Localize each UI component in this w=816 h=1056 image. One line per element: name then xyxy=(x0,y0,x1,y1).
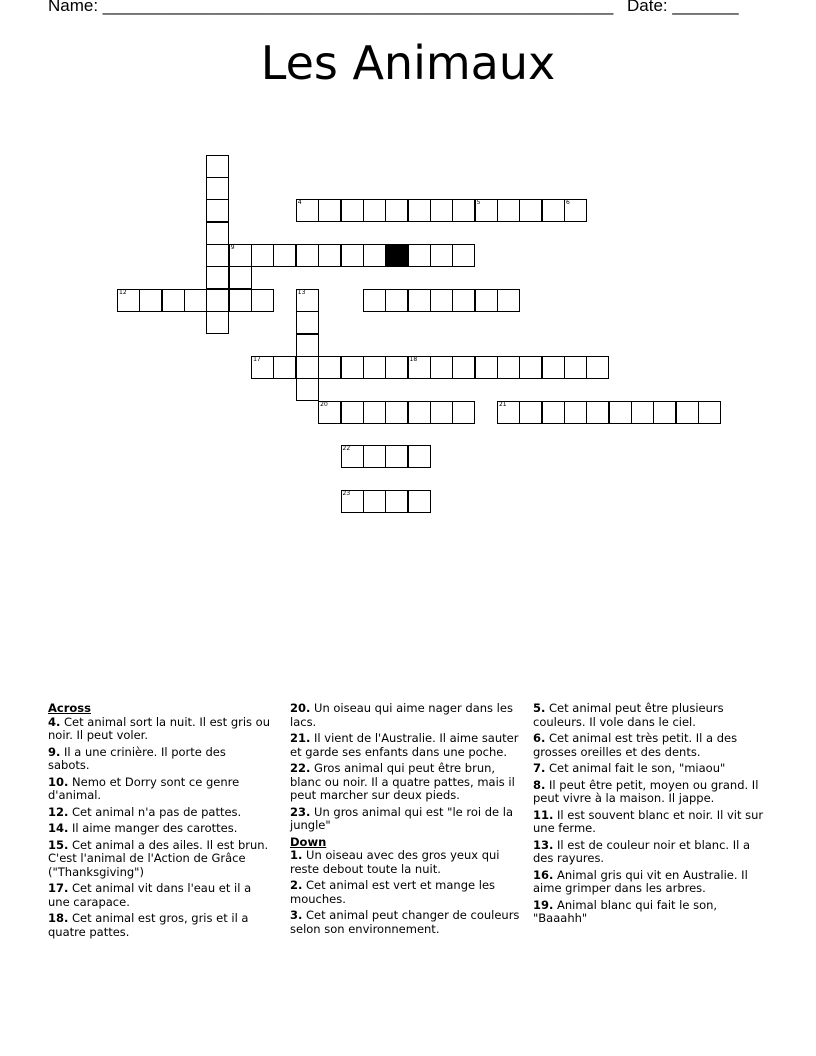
clue-across-9: 9. Il a une crinière. Il porte des sabots. xyxy=(48,744,226,772)
crossword-cell[interactable] xyxy=(363,289,386,312)
crossword-cell[interactable] xyxy=(206,155,229,178)
crossword-cell[interactable] xyxy=(385,199,408,222)
crossword-cell[interactable] xyxy=(385,445,408,468)
crossword-cell[interactable] xyxy=(430,199,453,222)
crossword-cell[interactable] xyxy=(251,289,274,312)
crossword-cell[interactable] xyxy=(206,289,229,312)
clue-down-13: 13. Il est de couleur noir et blanc. Il a des rayures. xyxy=(533,837,751,865)
clue-number-21: 21 xyxy=(498,400,507,408)
clue-down-7: 7. Cet animal fait le son, "miaou" xyxy=(533,761,726,775)
crossword-cell[interactable] xyxy=(475,199,498,222)
crossword-cell[interactable] xyxy=(408,289,431,312)
crossword-cell[interactable] xyxy=(430,356,453,379)
crossword-cell[interactable] xyxy=(452,199,475,222)
clues-column-3 xyxy=(533,702,765,929)
crossword-cell[interactable] xyxy=(296,378,319,401)
crossword-cell[interactable] xyxy=(452,356,475,379)
crossword-cell[interactable] xyxy=(408,401,431,424)
crossword-cell[interactable] xyxy=(475,289,498,312)
clue-across-18: 18. Cet animal est gros, gris et il a quatre pattes. xyxy=(48,911,249,939)
crossword-cell[interactable] xyxy=(631,401,654,424)
clue-down-3: 3. Cet animal peut changer de couleurs selon son environnement. xyxy=(290,908,520,936)
crossword-cell[interactable] xyxy=(385,490,408,513)
crossword-cell[interactable] xyxy=(408,356,431,379)
crossword-cell[interactable] xyxy=(408,244,431,267)
crossword-cell[interactable] xyxy=(273,356,296,379)
crossword-cell[interactable] xyxy=(586,356,609,379)
crossword-cell[interactable] xyxy=(341,490,364,513)
crossword-cell[interactable] xyxy=(184,289,207,312)
clue-across-12: 12. Cet animal n'a pas de pattes. xyxy=(48,804,242,819)
down-heading: Down xyxy=(290,834,327,849)
clue-across-17: 17. Cet animal vit dans l'eau et il a une carapace. xyxy=(48,881,252,909)
crossword-cell[interactable] xyxy=(296,311,319,334)
crossword-cell[interactable] xyxy=(117,289,140,312)
crossword-cell[interactable] xyxy=(206,244,229,267)
crossword-cell[interactable] xyxy=(206,177,229,200)
clue-number-22: 22 xyxy=(342,445,351,453)
crossword-cell[interactable] xyxy=(497,401,520,424)
page-title: Les Animaux xyxy=(260,36,556,90)
crossword-cell[interactable] xyxy=(519,356,542,379)
crossword-cell[interactable] xyxy=(341,401,364,424)
clue-number-9: 9 xyxy=(230,244,235,252)
clue-number-5: 5 xyxy=(476,199,481,207)
crossword-cell[interactable] xyxy=(385,289,408,312)
crossword-cell[interactable] xyxy=(497,356,520,379)
crossword-cell[interactable] xyxy=(139,289,162,312)
crossword-cell[interactable] xyxy=(519,401,542,424)
crossword-cell[interactable] xyxy=(452,289,475,312)
crossword-cell[interactable] xyxy=(363,199,386,222)
crossword-cell[interactable] xyxy=(296,289,319,312)
crossword-cell[interactable] xyxy=(430,244,453,267)
crossword-cell[interactable] xyxy=(206,222,229,245)
crossword-cell[interactable] xyxy=(296,244,319,267)
crossword-cell[interactable] xyxy=(497,199,520,222)
clue-down-8: 8. Il peut être petit, moyen ou grand. Il peut vivre à la maison. Il jappe. xyxy=(533,777,759,805)
clue-number-12: 12 xyxy=(119,288,127,296)
clue-number-13: 13 xyxy=(297,288,306,296)
crossword-cell[interactable] xyxy=(296,334,319,357)
crossword-cell[interactable] xyxy=(653,401,676,424)
crossword-cell[interactable] xyxy=(676,401,699,424)
crossword-cell[interactable] xyxy=(385,401,408,424)
clue-number-4: 4 xyxy=(297,199,302,207)
date-line[interactable]: Date: _______ xyxy=(627,0,739,15)
clue-number-6: 6 xyxy=(566,199,570,207)
crossword-cell[interactable] xyxy=(363,356,386,379)
crossword-cell[interactable] xyxy=(497,289,520,312)
crossword-cell[interactable] xyxy=(385,356,408,379)
clue-down-6: 6. Cet animal est très petit. Il a des grosses oreilles et des dents. xyxy=(533,731,738,759)
crossword-cell[interactable] xyxy=(564,401,587,424)
crossword-cell[interactable] xyxy=(430,401,453,424)
clue-number-20: 20 xyxy=(320,400,328,408)
crossword-cell[interactable] xyxy=(341,356,364,379)
crossword-cell[interactable] xyxy=(206,311,229,334)
crossword-cell[interactable] xyxy=(341,199,364,222)
crossword-cell[interactable] xyxy=(586,401,609,424)
crossword-cell[interactable] xyxy=(452,401,475,424)
crossword-cell[interactable] xyxy=(564,199,587,222)
clues-column-1 xyxy=(48,702,270,942)
crossword-cell[interactable] xyxy=(296,356,319,379)
name-line[interactable]: Name: ______________________________________________________ xyxy=(48,0,614,15)
crossword-cell[interactable] xyxy=(408,199,431,222)
crossword-cell[interactable] xyxy=(273,244,296,267)
crossword-cell[interactable] xyxy=(519,199,542,222)
crossword-cell[interactable] xyxy=(341,244,364,267)
clue-across-20: 20. Un oiseau qui aime nager dans les lacs. xyxy=(290,701,513,729)
clue-number-23: 23 xyxy=(342,489,351,497)
clue-down-19: 19. Animal blanc qui fait le son, "Baaahh" xyxy=(533,897,718,925)
across-heading: Across xyxy=(48,701,91,715)
crossword-cell[interactable] xyxy=(251,244,274,267)
clue-across-4: 4. Cet animal sort la nuit. Il est gris ou noir. Il peut voler. xyxy=(48,714,271,742)
crossword-cell[interactable] xyxy=(408,490,431,513)
crossword-cell[interactable] xyxy=(318,199,341,222)
clue-down-16: 16. Animal gris qui vit en Australie. Il aime grimper dans les arbres. xyxy=(533,867,748,895)
clue-across-21: 21. Il vient de l'Australie. Il aime sauter et garde ses enfants dans une poche. xyxy=(290,731,519,759)
clue-across-22: 22. Gros animal qui peut être brun, blanc ou noir. Il a quatre pattes, mais il peut marcher sur deux pieds. xyxy=(290,761,515,802)
crossword-cell[interactable] xyxy=(162,289,185,312)
clue-down-5: 5. Cet animal peut être plusieurs couleurs. Il vole dans le ciel. xyxy=(533,701,724,729)
clues-column-2 xyxy=(290,702,526,939)
crossword-cell[interactable] xyxy=(229,266,252,289)
crossword-cell[interactable] xyxy=(542,199,565,222)
crossword-cell[interactable] xyxy=(363,244,386,267)
crossword-cell[interactable] xyxy=(475,356,498,379)
clue-down-11: 11. Il est souvent blanc et noir. Il vit sur une ferme. xyxy=(533,807,764,835)
crossword-cell[interactable] xyxy=(609,401,632,424)
crossword-cell[interactable] xyxy=(698,401,721,424)
crossword-cell[interactable] xyxy=(206,266,229,289)
crossword-cell[interactable] xyxy=(296,199,319,222)
clue-number-18: 18 xyxy=(409,355,418,363)
clue-across-23: 23. Un gros animal qui est "le roi de la jungle" xyxy=(290,804,514,832)
crossword-cell[interactable] xyxy=(318,401,341,424)
crossword-cell[interactable] xyxy=(430,289,453,312)
crossword-cell[interactable] xyxy=(363,401,386,424)
crossword-block xyxy=(385,244,408,267)
crossword-cell[interactable] xyxy=(341,445,364,468)
crossword-cell[interactable] xyxy=(363,445,386,468)
crossword-cell[interactable] xyxy=(229,289,252,312)
crossword-cell[interactable] xyxy=(251,356,274,379)
crossword-cell[interactable] xyxy=(206,199,229,222)
crossword-cell[interactable] xyxy=(318,244,341,267)
crossword-cell[interactable] xyxy=(452,244,475,267)
clue-across-15: 15. Cet animal a des ailes. Il est brun. C'est l'animal de l'Action de Grâce ("Thanksgiving") xyxy=(48,837,269,879)
crossword-cell[interactable] xyxy=(564,356,587,379)
crossword-cell[interactable] xyxy=(408,445,431,468)
clue-number-17: 17 xyxy=(253,355,261,363)
crossword-cell[interactable] xyxy=(229,244,252,267)
clue-across-10: 10. Nemo et Dorry sont ce genre d'animal. xyxy=(48,774,240,802)
crossword-cell[interactable] xyxy=(542,401,565,424)
crossword-cell[interactable] xyxy=(363,490,386,513)
crossword-cell[interactable] xyxy=(318,356,341,379)
clue-across-14: 14. Il aime manger des carottes. xyxy=(48,821,238,835)
clue-down-1: 1. Un oiseau avec des gros yeux qui reste debout toute la nuit. xyxy=(290,848,500,876)
crossword-cell[interactable] xyxy=(542,356,565,379)
clue-down-2: 2. Cet animal est vert et mange les mouches. xyxy=(290,878,496,906)
